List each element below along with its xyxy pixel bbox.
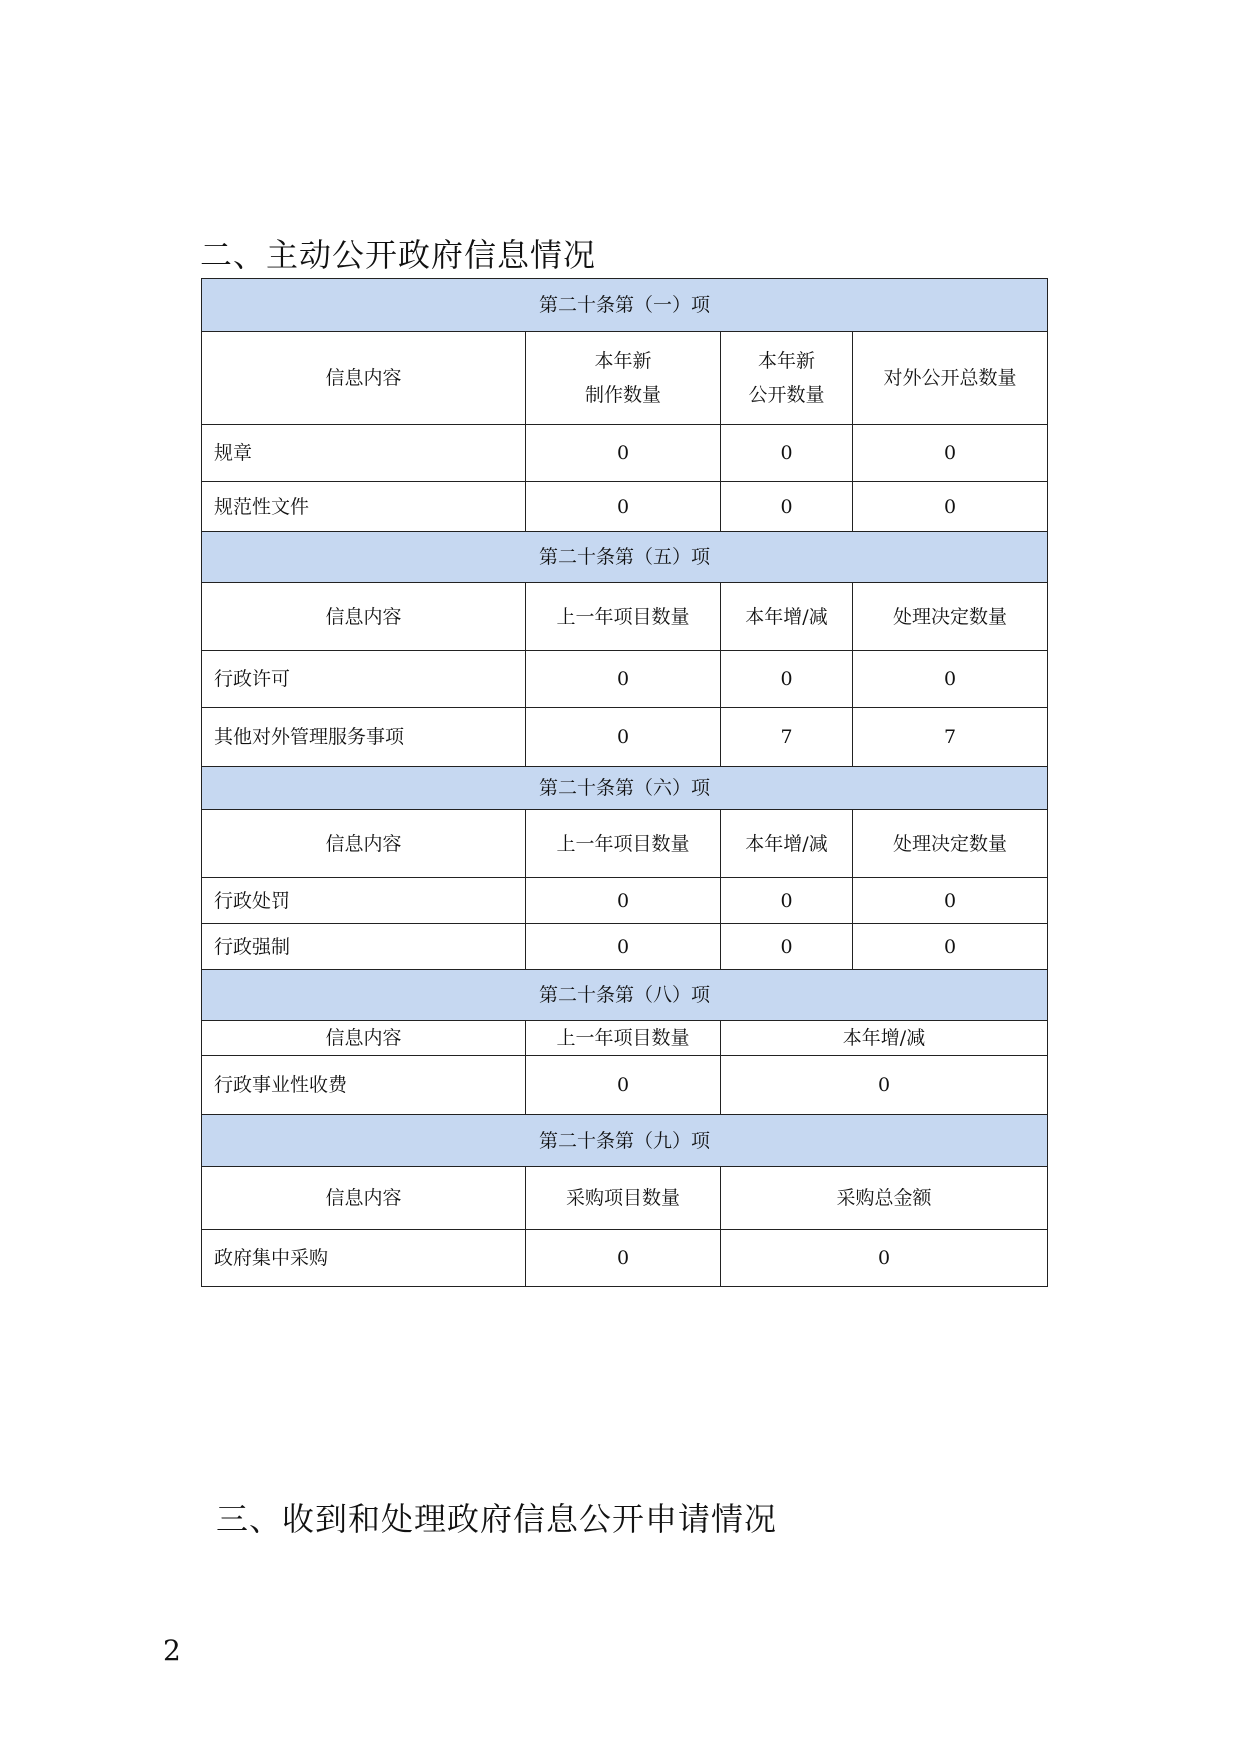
row-value: 0 <box>721 651 853 708</box>
row-value: 7 <box>853 708 1048 767</box>
row-value: 0 <box>853 924 1048 970</box>
row-value: 0 <box>526 482 721 532</box>
table-row <box>202 482 1048 532</box>
row-value: 0 <box>526 878 721 924</box>
header-line: 本年新 公开数量 <box>748 350 825 406</box>
section-label: 第二十条第（五）项 <box>202 532 1048 583</box>
row-value: 0 <box>853 425 1048 482</box>
row-value: 0 <box>853 878 1048 924</box>
table-row <box>202 425 1048 482</box>
table-row <box>202 651 1048 708</box>
row-value: 0 <box>721 878 853 924</box>
section-3-title: 三、收到和处理政府信息公开申请情况 <box>216 1500 778 1538</box>
row-name: 行政事业性收费 <box>202 1056 526 1115</box>
section-2-title: 二、主动公开政府信息情况 <box>200 236 597 274</box>
section-label: 第二十条第（六）项 <box>202 767 1048 810</box>
row-value: 0 <box>721 425 853 482</box>
header-line: 本年新 制作数量 <box>584 350 661 406</box>
table-row <box>202 1056 1048 1115</box>
row-name: 行政许可 <box>202 651 526 708</box>
header-decision-count: 处理决定数量 <box>853 583 1048 651</box>
row-name: 行政强制 <box>202 924 526 970</box>
row-value: 0 <box>721 924 853 970</box>
header-row <box>202 583 1048 651</box>
header-change: 本年增/减 <box>721 1021 1048 1056</box>
section-label: 第二十条第（九）项 <box>202 1115 1048 1167</box>
table-row <box>202 924 1048 970</box>
row-name: 行政处罚 <box>202 878 526 924</box>
row-value: 0 <box>721 482 853 532</box>
page-number: 2 <box>163 1634 181 1667</box>
table-row <box>202 1230 1048 1287</box>
section-row <box>202 970 1048 1021</box>
table-row <box>202 708 1048 767</box>
proactive-disclosure-table <box>201 278 1048 1287</box>
header-info-content: 信息内容 <box>202 583 526 651</box>
section-row <box>202 767 1048 810</box>
table-row <box>202 878 1048 924</box>
row-name: 规章 <box>202 425 526 482</box>
section-label: 第二十条第（八）项 <box>202 970 1048 1021</box>
row-value: 0 <box>853 651 1048 708</box>
row-value: 0 <box>526 1056 721 1115</box>
header-row <box>202 810 1048 878</box>
row-value: 0 <box>526 425 721 482</box>
section-label: 第二十条第（一）项 <box>202 279 1048 332</box>
header-purchase-count: 采购项目数量 <box>526 1167 721 1230</box>
row-name: 规范性文件 <box>202 482 526 532</box>
header-prev-year-count: 上一年项目数量 <box>526 583 721 651</box>
header-new-made-count <box>526 332 721 425</box>
section-row <box>202 279 1048 332</box>
row-name: 政府集中采购 <box>202 1230 526 1287</box>
header-info-content: 信息内容 <box>202 1167 526 1230</box>
header-row <box>202 1167 1048 1230</box>
header-new-published-count <box>721 332 853 425</box>
row-value: 0 <box>526 651 721 708</box>
row-value: 0 <box>526 924 721 970</box>
header-total-published: 对外公开总数量 <box>853 332 1048 425</box>
header-prev-year-count: 上一年项目数量 <box>526 810 721 878</box>
section-row <box>202 532 1048 583</box>
header-info-content: 信息内容 <box>202 332 526 425</box>
header-row <box>202 1021 1048 1056</box>
row-value: 0 <box>526 708 721 767</box>
row-name: 其他对外管理服务事项 <box>202 708 526 767</box>
row-value: 0 <box>721 1056 1048 1115</box>
row-value: 0 <box>721 1230 1048 1287</box>
header-row <box>202 332 1048 425</box>
row-value: 7 <box>721 708 853 767</box>
header-purchase-amount: 采购总金额 <box>721 1167 1048 1230</box>
header-change: 本年增/减 <box>721 810 853 878</box>
row-value: 0 <box>853 482 1048 532</box>
header-change: 本年增/减 <box>721 583 853 651</box>
section-row <box>202 1115 1048 1167</box>
header-info-content: 信息内容 <box>202 810 526 878</box>
header-decision-count: 处理决定数量 <box>853 810 1048 878</box>
header-info-content: 信息内容 <box>202 1021 526 1056</box>
header-prev-year-count: 上一年项目数量 <box>526 1021 721 1056</box>
row-value: 0 <box>526 1230 721 1287</box>
